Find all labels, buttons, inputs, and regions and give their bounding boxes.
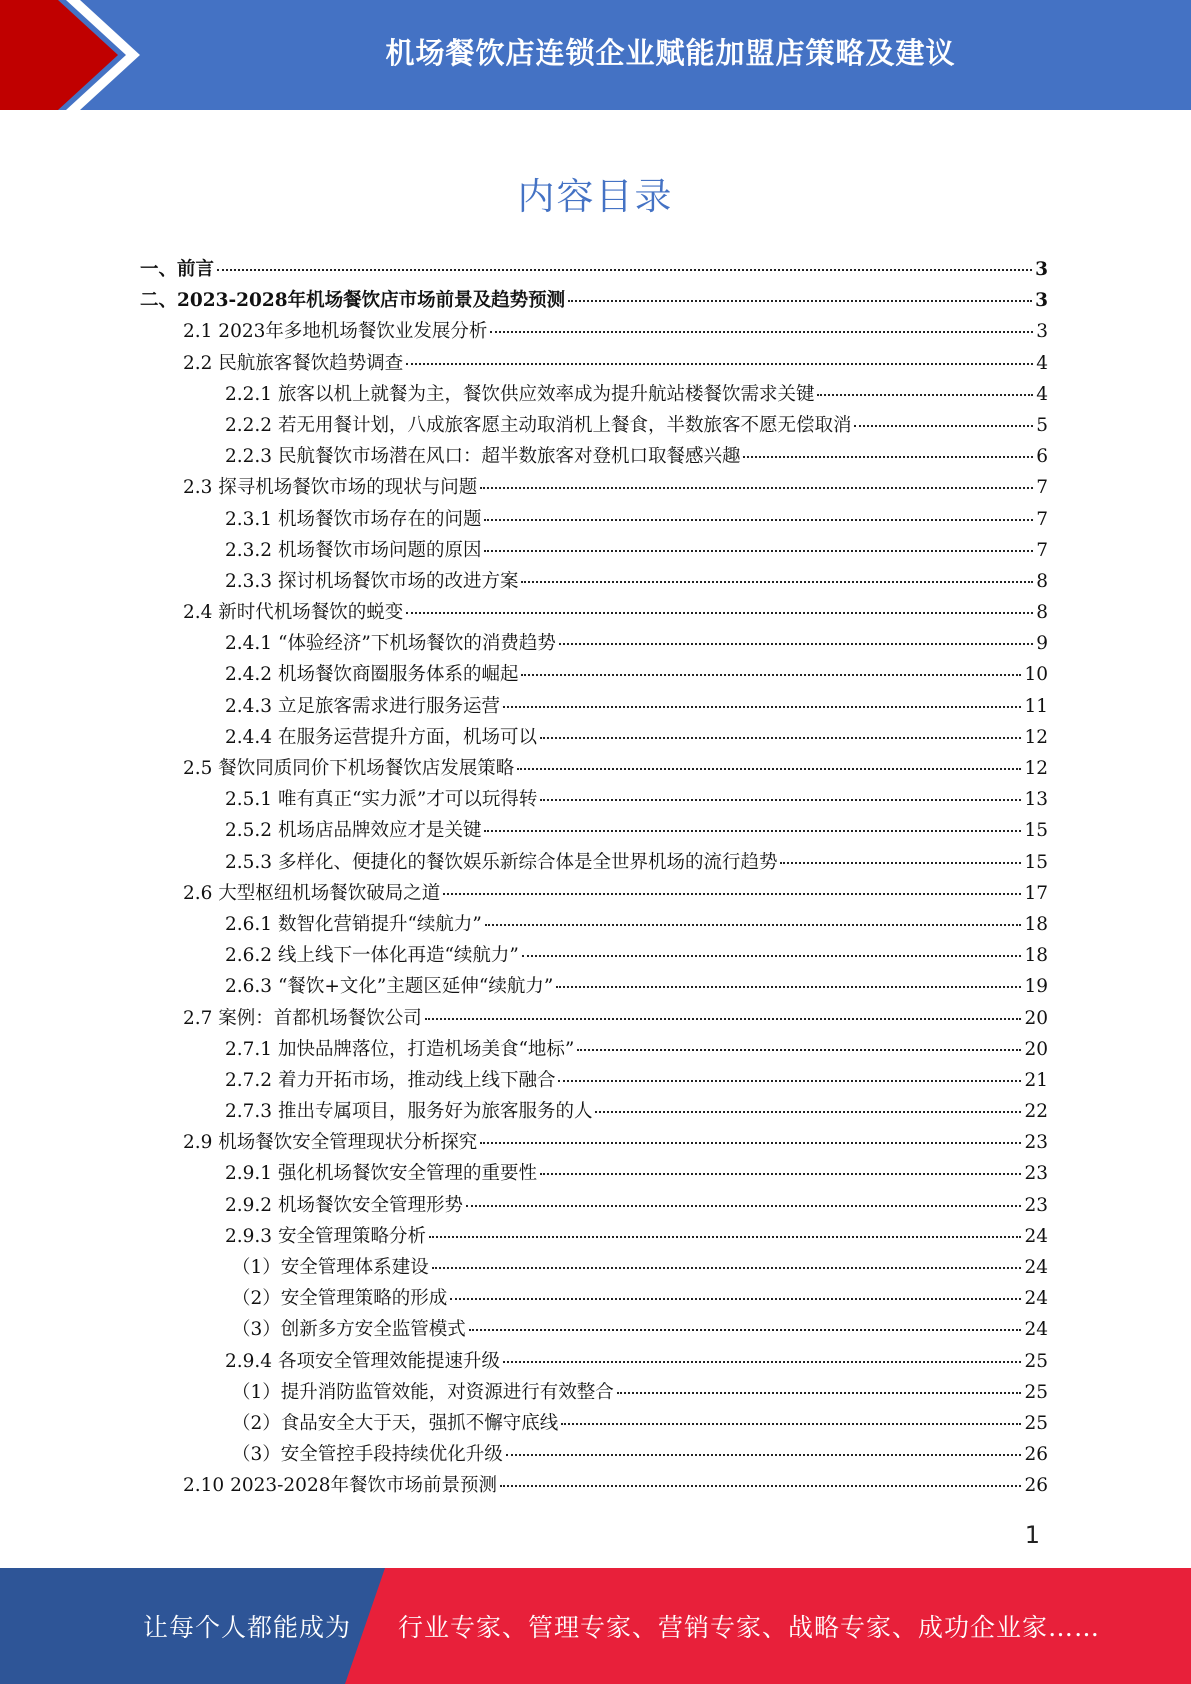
toc-entry[interactable] xyxy=(140,1127,1048,1158)
toc-dot-leader xyxy=(503,1360,1021,1363)
toc-entry-page: 24 xyxy=(1024,1225,1048,1247)
toc-entry-page: 24 xyxy=(1024,1257,1048,1278)
toc-entry-text: 2.7.2 着力开拓市场，推动线上线下融合 xyxy=(225,1069,556,1091)
toc-entry-text: （1）提升消防监管效能，对资源进行有效整合 xyxy=(232,1381,614,1403)
toc-entry-page: 25 xyxy=(1024,1381,1048,1403)
toc-entry[interactable] xyxy=(140,1283,1048,1314)
toc-entry-page: 18 xyxy=(1024,945,1048,967)
toc-entry-page: 3 xyxy=(1036,321,1048,343)
toc-entry-page: 23 xyxy=(1024,1163,1048,1185)
toc-dot-leader xyxy=(568,299,1032,302)
toc-entry-text: 2.6.3 “餐饮+文化”主题区延伸“续航力” xyxy=(225,976,554,998)
toc-dot-leader xyxy=(469,1328,1022,1331)
toc-entry-text: 2.4.4 在服务运营提升方面，机场可以 xyxy=(225,726,537,748)
toc-entry[interactable] xyxy=(140,847,1048,878)
toc-entry-text: 2.9.3 安全管理策略分析 xyxy=(225,1225,426,1247)
toc-dot-leader xyxy=(540,736,1021,739)
toc-entry-text: 2.4.1 “体验经济”下机场餐饮的消费趋势 xyxy=(225,633,556,655)
toc-entry[interactable] xyxy=(140,1346,1048,1377)
toc-dot-leader xyxy=(617,1391,1022,1394)
toc-entry-page: 17 xyxy=(1024,882,1048,904)
toc-entry-page: 15 xyxy=(1024,851,1048,873)
toc-entry[interactable] xyxy=(140,566,1048,597)
toc-entry-page: 20 xyxy=(1024,1038,1048,1060)
toc-entry-text: 2.5.2 机场店品牌效应才是关键 xyxy=(225,820,482,842)
toc-entry-text: 2.4 新时代机场餐饮的蜕变 xyxy=(183,602,404,624)
page-header xyxy=(0,0,1191,110)
toc-entry[interactable] xyxy=(140,1034,1048,1065)
toc-dot-leader xyxy=(522,954,1022,957)
toc-dot-leader xyxy=(406,362,1033,365)
toc-entry-page: 24 xyxy=(1024,1288,1048,1310)
toc-heading: 内容目录 xyxy=(517,175,674,218)
toc-entry-page: 4 xyxy=(1036,383,1048,405)
toc-entry-text: 2.3 探寻机场餐饮市场的现状与问题 xyxy=(183,477,478,499)
toc-dot-leader xyxy=(450,1297,1021,1300)
toc-entry-text: （3）安全管控手段持续优化升级 xyxy=(232,1444,503,1466)
toc-entry[interactable] xyxy=(140,254,1048,285)
toc-entry-page: 7 xyxy=(1036,508,1048,530)
toc-dot-leader xyxy=(521,673,1021,676)
toc-entry[interactable] xyxy=(140,659,1048,690)
toc-entry-text: 2.3.3 探讨机场餐饮市场的改进方案 xyxy=(225,570,519,592)
toc-entry-page: 15 xyxy=(1024,820,1048,842)
toc-entry[interactable] xyxy=(140,1377,1048,1408)
toc-entry-text: 2.6 大型枢纽机场餐饮破局之道 xyxy=(183,882,441,904)
toc-entry[interactable] xyxy=(140,909,1048,940)
toc-dot-leader xyxy=(540,1172,1021,1175)
toc-entry[interactable] xyxy=(140,348,1048,379)
toc-entry-page: 23 xyxy=(1024,1132,1048,1154)
toc-entry[interactable] xyxy=(140,940,1048,971)
footer-slogan-left: 让每个人都能成为 xyxy=(143,1613,352,1642)
toc-entry-text: 2.4.2 机场餐饮商圈服务体系的崛起 xyxy=(225,664,519,686)
toc-entry[interactable] xyxy=(140,597,1048,628)
toc-dot-leader xyxy=(577,1048,1021,1051)
toc-entry-text: 2.9.1 强化机场餐饮安全管理的重要性 xyxy=(225,1163,537,1185)
toc-entry-text: （1）安全管理体系建设 xyxy=(232,1257,429,1278)
toc-entry[interactable] xyxy=(140,472,1048,503)
toc-entry[interactable] xyxy=(140,628,1048,659)
toc-entry[interactable] xyxy=(140,1439,1048,1470)
toc-entry[interactable] xyxy=(140,1096,1048,1127)
toc-entry[interactable] xyxy=(140,1065,1048,1096)
toc-dot-leader xyxy=(490,330,1033,333)
toc-entry-page: 26 xyxy=(1024,1475,1048,1497)
toc-dot-leader xyxy=(595,1110,1021,1113)
toc-entry[interactable] xyxy=(140,691,1048,722)
toc-entry-text: 2.9 机场餐饮安全管理现状分析探究 xyxy=(183,1132,478,1154)
toc-entry-text: 2.1 2023年多地机场餐饮业发展分析 xyxy=(183,321,488,343)
toc-entry-text: 2.7 案例：首都机场餐饮公司 xyxy=(183,1007,422,1029)
toc-entry-text: 2.3.1 机场餐饮市场存在的问题 xyxy=(225,508,482,530)
toc-entry[interactable] xyxy=(140,410,1048,441)
toc-entry[interactable] xyxy=(140,316,1048,347)
toc-dot-leader xyxy=(556,985,1021,988)
toc-entry[interactable] xyxy=(140,504,1048,535)
toc-entry-page: 10 xyxy=(1024,664,1048,686)
toc-entry-text: 2.10 2023-2028年餐饮市场前景预测 xyxy=(183,1475,497,1497)
toc-entry-page: 12 xyxy=(1024,758,1048,779)
toc-dot-leader xyxy=(743,455,1033,458)
toc-entry-text: 2.7.3 推出专属项目，服务好为旅客服务的人 xyxy=(225,1101,593,1123)
toc-entry[interactable] xyxy=(140,285,1048,316)
toc-entry-text: 2.7.1 加快品牌落位，打造机场美食“地标” xyxy=(225,1038,575,1060)
toc-entry-page: 6 xyxy=(1036,446,1048,468)
toc-entry-page: 24 xyxy=(1024,1319,1048,1341)
toc-entry[interactable] xyxy=(140,1221,1048,1252)
toc-entry-page: 3 xyxy=(1035,290,1048,312)
page-number: 1 xyxy=(1024,1521,1040,1549)
document-title: 机场餐饮店连锁企业赋能加盟店策略及建议 xyxy=(385,36,956,70)
toc-dot-leader xyxy=(217,268,1032,271)
toc-entry-text: （3）创新多方安全监管模式 xyxy=(232,1319,466,1341)
toc-dot-leader xyxy=(480,486,1033,489)
toc-entry-page: 4 xyxy=(1036,352,1048,374)
toc-entry-page: 23 xyxy=(1024,1194,1048,1216)
toc-entry[interactable] xyxy=(140,379,1048,410)
toc-entry-text: 2.5.3 多样化、便捷化的餐饮娱乐新综合体是全世界机场的流行趋势 xyxy=(225,851,778,873)
toc-entry-text: 一、前言 xyxy=(140,259,215,280)
toc-entry[interactable] xyxy=(140,1252,1048,1283)
toc-dot-leader xyxy=(559,642,1033,645)
toc-entry[interactable] xyxy=(140,441,1048,472)
toc-entry[interactable] xyxy=(140,1408,1048,1439)
toc-entry-text: 2.4.3 立足旅客需求进行服务运营 xyxy=(225,695,500,717)
toc-entry-page: 19 xyxy=(1024,976,1048,998)
toc-dot-leader xyxy=(506,1453,1022,1456)
toc-dot-leader xyxy=(484,518,1033,521)
toc-entry[interactable] xyxy=(140,784,1048,815)
toc-entry[interactable] xyxy=(140,1190,1048,1221)
toc-entry-page: 25 xyxy=(1024,1350,1048,1372)
toc-entry-text: 2.6.1 数智化营销提升“续航力” xyxy=(225,913,482,935)
toc-dot-leader xyxy=(485,923,1022,926)
toc-entry-page: 25 xyxy=(1024,1412,1048,1434)
toc-entry-page: 8 xyxy=(1036,602,1048,624)
toc-entry-page: 22 xyxy=(1024,1101,1048,1123)
toc-entry-page: 3 xyxy=(1035,259,1048,280)
toc-dot-leader xyxy=(406,611,1033,614)
toc-entry-text: 二、2023-2028年机场餐饮店市场前景及趋势预测 xyxy=(140,290,566,312)
toc-entry[interactable] xyxy=(140,722,1048,753)
toc-entry-page: 5 xyxy=(1036,414,1048,436)
toc-entry-page: 8 xyxy=(1036,570,1048,592)
toc-entry[interactable] xyxy=(140,535,1048,566)
toc-entry-page: 18 xyxy=(1024,913,1048,935)
toc-entry[interactable] xyxy=(140,1158,1048,1189)
toc-entry-page: 26 xyxy=(1024,1444,1048,1466)
toc-entry-page: 7 xyxy=(1036,477,1048,499)
toc-dot-leader xyxy=(432,1266,1022,1269)
toc-dot-leader xyxy=(484,549,1033,552)
toc-entry-page: 12 xyxy=(1024,726,1048,748)
toc-entry-text: 2.5 餐饮同质同价下机场餐饮店发展策略 xyxy=(183,758,515,779)
footer-slogan-right: 行业专家、管理专家、营销专家、战略专家、成功企业家…… xyxy=(398,1613,1101,1642)
toc-entry[interactable] xyxy=(140,971,1048,1002)
toc-dot-leader xyxy=(558,1079,1021,1082)
toc-entry[interactable] xyxy=(140,878,1048,909)
toc-dot-leader xyxy=(429,1235,1021,1238)
toc-entry-text: （2）食品安全大于天，强抓不懈守底线 xyxy=(232,1412,559,1434)
toc-dot-leader xyxy=(540,798,1021,801)
toc-entry-page: 13 xyxy=(1024,789,1048,811)
table-of-contents xyxy=(140,254,1048,1502)
toc-entry-text: 2.3.2 机场餐饮市场问题的原因 xyxy=(225,539,482,561)
toc-dot-leader xyxy=(780,861,1021,864)
toc-entry-page: 7 xyxy=(1036,539,1048,561)
toc-dot-leader xyxy=(480,1141,1021,1144)
toc-entry[interactable] xyxy=(140,753,1048,784)
toc-dot-leader xyxy=(500,1484,1021,1487)
toc-entry-text: 2.2 民航旅客餐饮趋势调查 xyxy=(183,352,404,374)
toc-entry-text: 2.2.1 旅客以机上就餐为主，餐饮供应效率成为提升航站楼餐饮需求关键 xyxy=(225,383,815,405)
toc-dot-leader xyxy=(425,1017,1022,1020)
toc-entry[interactable] xyxy=(140,815,1048,846)
toc-entry-text: 2.2.3 民航餐饮市场潜在风口：超半数旅客对登机口取餐感兴趣 xyxy=(225,446,741,468)
page-footer xyxy=(0,1568,1191,1684)
toc-entry-text: 2.9.4 各项安全管理效能提速升级 xyxy=(225,1350,500,1372)
toc-entry-text: 2.6.2 线上线下一体化再造“续航力” xyxy=(225,945,519,967)
toc-entry-page: 9 xyxy=(1036,633,1048,655)
toc-dot-leader xyxy=(503,705,1021,708)
toc-dot-leader xyxy=(517,767,1021,770)
toc-entry[interactable] xyxy=(140,1003,1048,1034)
toc-entry-text: 2.5.1 唯有真正“实力派”才可以玩得转 xyxy=(225,789,538,811)
toc-dot-leader xyxy=(443,892,1021,895)
toc-entry[interactable] xyxy=(140,1314,1048,1345)
toc-dot-leader xyxy=(561,1422,1021,1425)
toc-entry-page: 11 xyxy=(1024,695,1048,717)
toc-entry[interactable] xyxy=(140,1470,1048,1501)
toc-dot-leader xyxy=(466,1204,1021,1207)
toc-entry-text: （2）安全管理策略的形成 xyxy=(232,1288,448,1310)
toc-entry-text: 2.2.2 若无用餐计划，八成旅客愿主动取消机上餐食，半数旅客不愿无偿取消 xyxy=(225,414,852,436)
toc-entry-page: 21 xyxy=(1024,1069,1048,1091)
toc-entry-text: 2.9.2 机场餐饮安全管理形势 xyxy=(225,1194,463,1216)
toc-dot-leader xyxy=(854,424,1033,427)
toc-dot-leader xyxy=(817,393,1033,396)
toc-dot-leader xyxy=(521,580,1033,583)
toc-dot-leader xyxy=(484,829,1021,832)
toc-entry-page: 20 xyxy=(1024,1007,1048,1029)
